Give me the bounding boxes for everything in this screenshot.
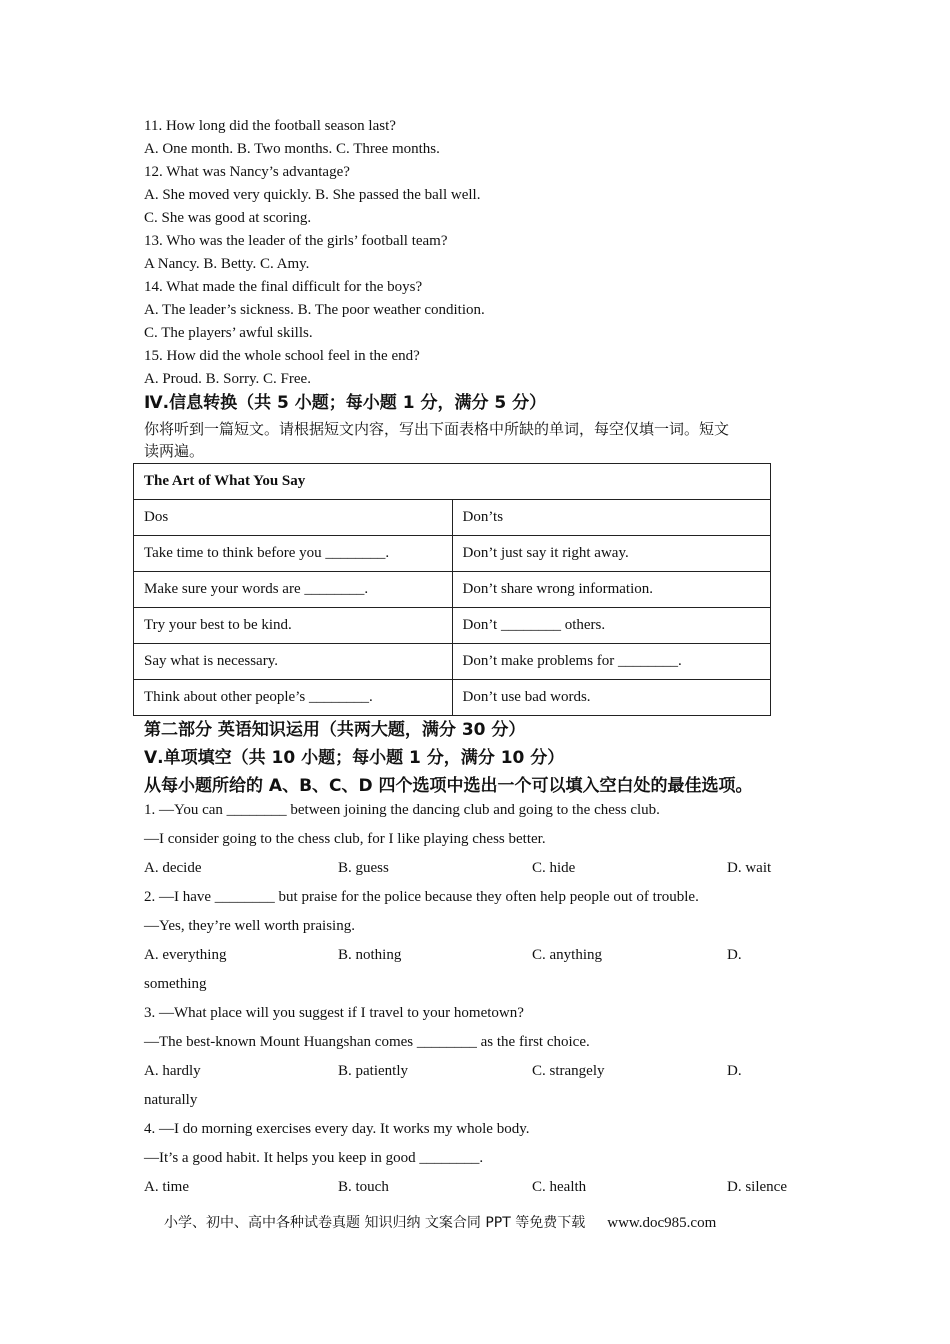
table-row	[134, 572, 771, 608]
mc-question-3-line1: 3. —What place will you suggest if I travel to your hometown?	[144, 1005, 524, 1021]
mc-question-4-option-d: D. silence	[727, 1179, 787, 1195]
question-11-options: A. One month. B. Two months. C. Three months.	[144, 141, 440, 157]
table-row	[134, 536, 771, 572]
table-cell: Think about other people’s ________.	[134, 680, 453, 716]
footer-url[interactable]: www.doc985.com	[607, 1215, 717, 1231]
table-cell: Don’t ________ others.	[452, 608, 771, 644]
part-2-heading: 第二部分 英语知识运用（共两大题，满分 30 分）	[144, 720, 526, 740]
table-cell: Take time to think before you ________.	[134, 536, 453, 572]
info-table	[133, 463, 771, 716]
mc-question-3-line2: —The best-known Mount Huangshan comes ________ as the first choice.	[144, 1034, 590, 1050]
mc-question-1-option-d: D. wait	[727, 860, 772, 876]
table-cell: Don’t share wrong information.	[452, 572, 771, 608]
question-12-option-c: C. She was good at scoring.	[144, 210, 312, 226]
mc-question-2-line2: —Yes, they’re well worth praising.	[144, 918, 355, 934]
table-cell: Don’t make problems for ________.	[452, 644, 771, 680]
table-header-donts: Don’ts	[452, 500, 771, 536]
mc-question-2-option-c: C. anything	[532, 947, 602, 963]
mc-question-2-option-d-wrap: something	[144, 976, 207, 992]
table-header-dos: Dos	[134, 500, 453, 536]
table-cell: Say what is necessary.	[134, 644, 453, 680]
mc-question-3-option-b: B. patiently	[338, 1063, 408, 1079]
footer-text: 小学、初中、高中各种试卷真题 知识归纳 文案合同 PPT 等免费下载	[164, 1215, 586, 1231]
table-cell: Try your best to be kind.	[134, 608, 453, 644]
question-12: 12. What was Nancy’s advantage?	[144, 164, 350, 180]
question-11: 11. How long did the football season last?	[144, 118, 396, 134]
section-4-instruction-line1: 你将听到一篇短文。请根据短文内容，写出下面表格中所缺的单词，每空仅填一词。短文	[144, 420, 730, 438]
section-4-instruction-line2: 读两遍。	[144, 442, 205, 460]
table-header-row	[134, 500, 771, 536]
mc-question-1-line1: 1. —You can ________ between joining the dancing club and going to the chess club.	[144, 802, 660, 818]
table-title-row	[134, 464, 771, 500]
mc-question-4-option-b: B. touch	[338, 1179, 389, 1195]
mc-question-1-option-b: B. guess	[338, 860, 389, 876]
question-15-options: A. Proud. B. Sorry. C. Free.	[144, 371, 311, 387]
question-14-options-ab: A. The leader’s sickness. B. The poor weather condition.	[144, 302, 485, 318]
mc-question-3-option-c: C. strangely	[532, 1063, 605, 1079]
mc-question-3-option-d-wrap: naturally	[144, 1092, 198, 1108]
section-5-instruction: 从每小题所给的 A、B、C、D 四个选项中选出一个可以填入空白处的最佳选项。	[144, 776, 753, 796]
question-14: 14. What made the final difficult for the boys?	[144, 279, 423, 295]
mc-question-4-option-c: C. health	[532, 1179, 587, 1195]
table-title: The Art of What You Say	[134, 464, 771, 500]
mc-question-2-option-a: A. everything	[144, 947, 227, 963]
mc-question-2-line1: 2. —I have ________ but praise for the police because they often help people out of trouble.	[144, 889, 699, 905]
section-5-heading: Ⅴ.单项填空（共 10 小题；每小题 1 分，满分 10 分）	[144, 748, 565, 768]
question-15: 15. How did the whole school feel in the end?	[144, 348, 420, 364]
page-footer	[164, 1213, 716, 1233]
mc-question-4-option-a: A. time	[144, 1179, 189, 1195]
table-cell: Don’t just say it right away.	[452, 536, 771, 572]
table-row	[134, 644, 771, 680]
mc-question-3-option-a: A. hardly	[144, 1063, 201, 1079]
question-12-options-ab: A. She moved very quickly. B. She passed the ball well.	[144, 187, 481, 203]
table-row	[134, 608, 771, 644]
mc-question-1-option-c: C. hide	[532, 860, 576, 876]
mc-question-4-line2: —It’s a good habit. It helps you keep in good ________.	[144, 1150, 484, 1166]
question-14-option-c: C. The players’ awful skills.	[144, 325, 313, 341]
table-cell: Don’t use bad words.	[452, 680, 771, 716]
question-13: 13. Who was the leader of the girls’ football team?	[144, 233, 448, 249]
table-row	[134, 680, 771, 716]
mc-question-1-line2: —I consider going to the chess club, for I like playing chess better.	[144, 831, 546, 847]
mc-question-3-option-d: D.	[727, 1063, 742, 1079]
mc-question-1-option-a: A. decide	[144, 860, 202, 876]
mc-question-2-option-d: D.	[727, 947, 742, 963]
question-13-options: A Nancy. B. Betty. C. Amy.	[144, 256, 310, 272]
mc-question-4-line1: 4. —I do morning exercises every day. It works my whole body.	[144, 1121, 530, 1137]
mc-question-2-option-b: B. nothing	[338, 947, 402, 963]
table-cell: Make sure your words are ________.	[134, 572, 453, 608]
section-4-heading: Ⅳ.信息转换（共 5 小题；每小题 1 分，满分 5 分）	[144, 393, 547, 413]
